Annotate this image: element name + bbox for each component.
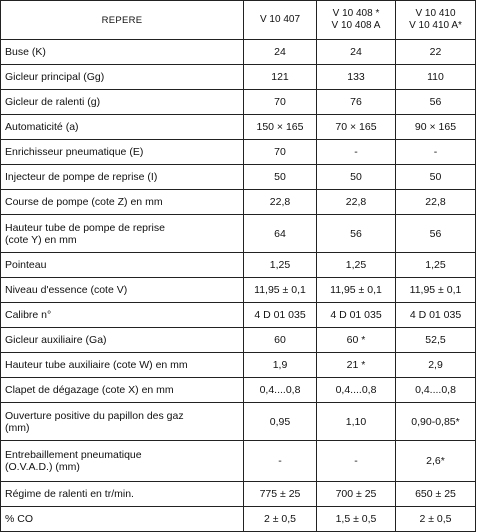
row-value-2: 0,4....0,8 — [317, 378, 396, 403]
header-repere: REPERE — [1, 1, 244, 40]
row-value-2: 11,95 ± 0,1 — [317, 278, 396, 303]
row-value-1: 1,9 — [244, 353, 317, 378]
row-label: Gicleur de ralenti (g) — [1, 90, 244, 115]
row-value-3: - — [396, 140, 476, 165]
row-value-1: 50 — [244, 165, 317, 190]
row-label: Automaticité (a) — [1, 115, 244, 140]
row-label — [1, 403, 244, 441]
row-value-3: 1,25 — [396, 253, 476, 278]
row-value-2: - — [317, 441, 396, 482]
row-label: Course de pompe (cote Z) en mm — [1, 190, 244, 215]
row-value-2: 56 — [317, 215, 396, 253]
row-label — [1, 441, 244, 482]
row-value-1: 150 × 165 — [244, 115, 317, 140]
row-label: Buse (K) — [1, 40, 244, 65]
row-value-1: 2 ± 0,5 — [244, 507, 317, 532]
row-label: Niveau d'essence (cote V) — [1, 278, 244, 303]
row-value-1: 1,25 — [244, 253, 317, 278]
header-model-1-name: V 10 407 — [259, 14, 301, 25]
row-value-3: 11,95 ± 0,1 — [396, 278, 476, 303]
row-value-2: 76 — [317, 90, 396, 115]
table-row — [1, 482, 476, 507]
row-value-2: 22,8 — [317, 190, 396, 215]
row-label: Gicleur auxiliaire (Ga) — [1, 328, 244, 353]
table-row — [1, 328, 476, 353]
row-label-line-1: Hauteur tube de pompe de reprise — [5, 221, 165, 234]
row-value-3: 2 ± 0,5 — [396, 507, 476, 532]
row-value-3: 2,6* — [396, 441, 476, 482]
table-row — [1, 253, 476, 278]
table-row — [1, 378, 476, 403]
table-row — [1, 507, 476, 532]
table-row — [1, 441, 476, 482]
table-row — [1, 115, 476, 140]
row-label: Injecteur de pompe de reprise (I) — [1, 165, 244, 190]
row-label: Calibre n° — [1, 303, 244, 328]
row-label-line-1: Ouverture positive du papillon des gaz — [5, 409, 184, 422]
header-model-2-name-b: V 10 408 A — [331, 20, 381, 31]
table-row — [1, 278, 476, 303]
row-value-2: - — [317, 140, 396, 165]
row-label-line-2: (O.V.A.D.) (mm) — [5, 461, 80, 473]
header-model-3 — [396, 1, 476, 40]
table-row — [1, 303, 476, 328]
row-value-1: 121 — [244, 65, 317, 90]
row-value-3: 90 × 165 — [396, 115, 476, 140]
row-value-1: 22,8 — [244, 190, 317, 215]
row-label: Pointeau — [1, 253, 244, 278]
header-model-3-name-a: V 10 410 — [415, 8, 456, 19]
row-value-2: 700 ± 25 — [317, 482, 396, 507]
header-model-2-name-a: V 10 408 * — [332, 8, 380, 19]
table-row — [1, 40, 476, 65]
row-value-1: 64 — [244, 215, 317, 253]
row-value-1: 0,95 — [244, 403, 317, 441]
row-label-line-1: Entrebaillement pneumatique — [5, 449, 142, 461]
row-value-1: 70 — [244, 90, 317, 115]
table-row — [1, 353, 476, 378]
row-value-2: 1,25 — [317, 253, 396, 278]
row-value-1: 60 — [244, 328, 317, 353]
row-value-1: 0,4....0,8 — [244, 378, 317, 403]
row-value-2: 24 — [317, 40, 396, 65]
row-value-2: 133 — [317, 65, 396, 90]
row-value-2: 70 × 165 — [317, 115, 396, 140]
row-value-3: 56 — [396, 215, 476, 253]
row-value-3: 0,4....0,8 — [396, 378, 476, 403]
row-label: Hauteur tube auxiliaire (cote W) en mm — [1, 353, 244, 378]
row-label: Gicleur principal (Gg) — [1, 65, 244, 90]
row-value-1: 70 — [244, 140, 317, 165]
row-value-1: - — [244, 441, 317, 482]
row-value-3: 22,8 — [396, 190, 476, 215]
row-value-1: 11,95 ± 0,1 — [244, 278, 317, 303]
table-row — [1, 165, 476, 190]
header-model-3-name-b: V 10 410 A* — [409, 20, 462, 31]
row-value-3: 0,90-0,85* — [396, 403, 476, 441]
row-value-3: 52,5 — [396, 328, 476, 353]
table-row — [1, 190, 476, 215]
row-value-2: 21 * — [317, 353, 396, 378]
row-value-1: 24 — [244, 40, 317, 65]
row-value-2: 1,10 — [317, 403, 396, 441]
row-value-3: 650 ± 25 — [396, 482, 476, 507]
row-value-1: 775 ± 25 — [244, 482, 317, 507]
row-label: Enrichisseur pneumatique (E) — [1, 140, 244, 165]
row-label: Clapet de dégazage (cote X) en mm — [1, 378, 244, 403]
row-value-1: 4 D 01 035 — [244, 303, 317, 328]
row-value-3: 22 — [396, 40, 476, 65]
row-label-line-2: (mm) — [5, 421, 30, 434]
row-value-3: 2,9 — [396, 353, 476, 378]
row-label-line-2: (cote Y) en mm — [5, 233, 77, 246]
row-value-3: 110 — [396, 65, 476, 90]
table-row — [1, 90, 476, 115]
header-model-1 — [244, 1, 317, 40]
header-model-2 — [317, 1, 396, 40]
row-value-2: 50 — [317, 165, 396, 190]
row-value-2: 60 * — [317, 328, 396, 353]
table-row — [1, 215, 476, 253]
table-row — [1, 403, 476, 441]
row-value-3: 4 D 01 035 — [396, 303, 476, 328]
row-label — [1, 215, 244, 253]
row-value-2: 4 D 01 035 — [317, 303, 396, 328]
header-row — [1, 1, 476, 40]
row-value-3: 50 — [396, 165, 476, 190]
row-value-3: 56 — [396, 90, 476, 115]
table-row — [1, 65, 476, 90]
row-label: Régime de ralenti en tr/min. — [1, 482, 244, 507]
row-value-2: 1,5 ± 0,5 — [317, 507, 396, 532]
row-label: % CO — [1, 507, 244, 532]
table-row — [1, 140, 476, 165]
